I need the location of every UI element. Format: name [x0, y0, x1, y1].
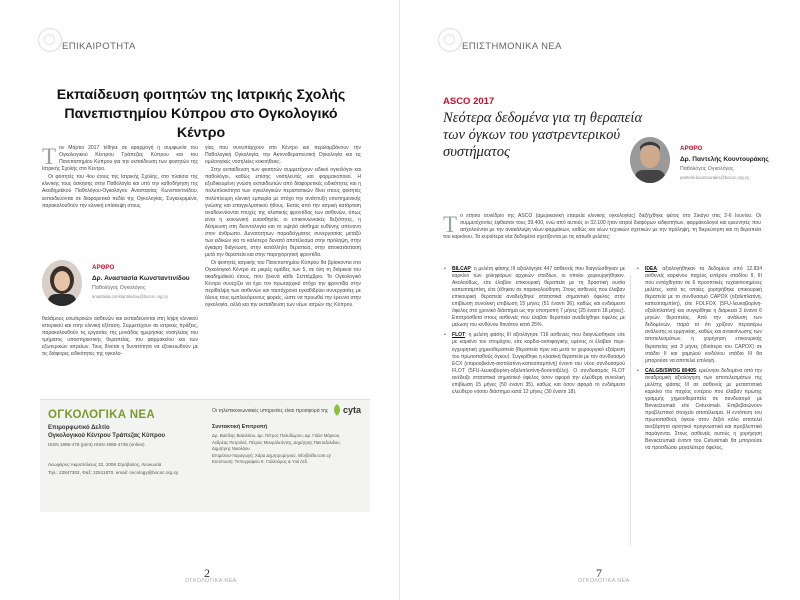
study-text: : αξιολογήθηκαν τα δεδομένα από 12.834 ασθενείς καρκίνου παχέος εντέρου σταδίου II, III που εντάχθησαν σε 6 προοπτικές τυχαιοποιημένες μελέτες, κατά τις οποίες χορηγήθηκε επικουρική θεραπεία με το συνδυασμό CAPOX (οξαλιπλατίνη, καπεσιταμπίνη), είτε FOLFOX (5FU-λευκοβορίνη-οξαλιπλατίνη) και συγκρίθηκε η διάρκεια 3 έναντι 6 μηνών θεραπείας. Από την ανάλυση των δεδομένων, παρά το ότι χρίζουν περαιτέρω ανάλυσης κι ερμηνείας, καθώς και ανακοίνωσης των αποτελεσμάτων, η χορήγηση επικουρικής θεραπείας για 3 μήνες (ιδιαίτερα του CAPOX) σε στάδιο II και χαμηλού κινδύνου στάδιο III θα μπορούσε να αποτελεί επιλογή. [645, 266, 762, 364]
cyta-leaf-icon [332, 404, 342, 416]
bullet-icon: • [637, 266, 639, 272]
author-photo [630, 137, 670, 183]
author-title: Παθολόγος Ογκολόγος [680, 166, 734, 172]
committee-line: Δημήτρης Νικολάου [212, 446, 250, 452]
bullet-icon: • [444, 266, 446, 272]
study-item [443, 266, 625, 329]
paragraph: θαλάμους εσωτερικών ασθενών και εκπαιδεύονται στη λήψη κλινικού ιστορικού και στην κλινική εξέταση. Συμμετέχουν σε ιατρικές πράξεις, παρακολουθούν τις εργασίες της μονάδας ημερήσιας νοσηλείας του τμήματος υποστηρικτικής θεραπείας, του φαρμακείου και των εξωτερικών ιατρείων. Τους δίνεται η δυνατότητα να εξοικειωθούν με τις διάφορες ειδικότητες της ογκολο- [42, 316, 198, 358]
study-name: CALGB/SWOG 80405 [645, 367, 696, 374]
study-name: FLOT [452, 332, 466, 339]
paragraph: ο ετήσιο συνέδριο της ASCO (αμερικανική εταιρεία κλινικής ογκολογίας) διεξήχθηκε φέτος στο Σικάγο στις 2-6 Ιουνίου. Οι συμμετέχοντες έφθασαν τους 39.400, ενώ από αυτούς οι 32.100 ήταν ιατροί διαφόρων ειδικοτήτων, φαρμακολογοί και ερευνητές που ασχολούνται με την ανακάλυψη νέων φαρμάκων, καθώς και νέων τεχνικών σχετικών με την πρόληψη, τη διερεύνηση και τη θεραπεία του καρκίνου. Τα κυριότερα νέα δεδομένα σχετίζονται με τις κάτωθι μελέτες: [443, 213, 761, 241]
masthead-subtitle-2: Ογκολογικού Κέντρου Τράπεζας Κύπρου [48, 433, 166, 439]
section-label: ΕΠΙΚΑΙΡΟΤΗΤΑ [62, 41, 136, 52]
committee-list [212, 433, 368, 466]
study-item [636, 266, 762, 365]
study-name: IDEA [645, 266, 658, 272]
author-role: ΑΡΘΡΟ [92, 264, 115, 271]
section-label: ΕΠΙΣΤΗΜΟΝΙΚΑ ΝΕΑ [462, 41, 562, 52]
page-number: 7 [596, 566, 602, 580]
bullet-icon: • [444, 332, 446, 339]
logo-mark-icon [438, 28, 462, 52]
study-item [443, 332, 625, 395]
article-column-1 [443, 266, 625, 399]
committee-line: Επιμέλεια-παραγωγή: Χάρα Δημητρομηνιού, info@alfa.com.cy [212, 452, 331, 458]
author-name: Δρ. Αναστασία Κωνσταντινίδου [92, 275, 190, 282]
author-email[interactable]: anastasia.constantinidou@bococ.org.cy [92, 294, 169, 299]
cyta-logo [332, 404, 361, 416]
article-column-1 [42, 145, 198, 211]
author-email[interactable]: pantelis.kountourakis@bococ.org.cy [680, 175, 750, 180]
study-text: : η μελέτη φάσης III αξιολόγησε 716 ασθενείς που διαγνώσθηκαν είτε με καρκίνο του στομάχου, είτε καρδιο-οισοφαγικής υμένας οι έλαβαν περι-εγχειρητική χημειοθεραπεία (θεραπεία πριν και μετά το χειρουργικό εξαίρεση του πρωτοπαθούς όγκου). Συγκρίθηκε η κλασική θεραπεία με τον συνδυασμό ECX (επιρουβικίνη-σισπλατίνη-καπεσιταμπίνη) έναντι του νέου συνδυασμού FLOT (5FU-λευκοβορίνη-οξαλιπλατίνη-δοσεταξέλη). Ο συνδυασμός FLOT ανέδειξε στατιστικά σημαντικό όφελος όσον αφορά την ελεύθερη συνολική επιβίωση 15 μήνες (50 έναντι 35), καθώς και όσον αφορά το ενδιάμεσο ελεύθερο νόσου διάστημα κατά 12 μήνες (30 έναντι 18). [452, 332, 625, 395]
paragraph: γίας που συνυπάρχουν στο Κέντρο και περιλαμβάνουν την Παθολογική Ογκολογία, την Ακτινοθεραπευτική Ογκολογία και τις ομιλοογικές νοσηλείες κοκοήθειες. [205, 145, 361, 166]
article-column-2 [636, 266, 762, 455]
article-column-2 [205, 145, 361, 311]
masthead-box [40, 399, 370, 512]
masthead-subtitle-1: Επιμορφωτικό Δελτίο [48, 425, 110, 431]
study-name: BILCAP [452, 266, 471, 272]
dropcap: Τ [443, 212, 458, 237]
study-text: : ερεύνησε δεδομένα από την αναδρομική αξιολόγηση των αποτελεσμάτων της μελέτης φάσης III σε ασθενείς με μεταστατικό καρκίνο του παχέος εντέρου που έλαβαν πρώτης γραμμής χημειοθεραπεία σε συνδυασμό με Bevacizumab είτε Cetuximab. Επιβεβαιώνουν προβλεπτικό στοιχείο αποτέλεσμα. Η εντόπιση του πρωτοπαθούς όγκου στον δεξιό κόλο αποτελεί ανεξάρτητο αρνητικό προγνωστικό και προβλεπτικό παράγοντα. Στους ασθενείς αυτούς η χορήγηση Bevacizumab έναντι του Cetuximab θα μπορούσε να προσδώσει μεγαλύτερο όφελος. [645, 367, 762, 452]
sponsor-text: Οι τηλεπικοινωνιακές υπηρεσίες είναι προσφορά της [212, 408, 329, 414]
bullet-icon: • [637, 367, 639, 374]
paragraph: ον Μάρτιο 2017 τέθηκε σε εφαρμογή η συμφωνία του Ογκολογικού Κέντρου Τράπεζας Κύπρου και του Πανεπιστημίου Κύπρου για την εκπαίδευση των φοιτητών της Ιατρικής Σχολής στο Κέντρο. [42, 145, 198, 173]
dropcap: Τ [42, 144, 57, 169]
author-title: Παθολόγος Ογκολόγος [92, 285, 146, 291]
logo-mark-icon [38, 28, 62, 52]
right-page [400, 0, 800, 600]
article-kicker: ASCO 2017 [443, 96, 495, 107]
article-headline: Εκπαίδευση φοιτητών της Ιατρικής Σχολής Πανεπιστημίου Κύπρου στο Ογκολογικό Κέντρο [56, 87, 346, 141]
paragraph: Στην εκπαίδευση των φοιτητών συμμετέχουν ειδικοί ογκολόγοι και παθολόγοι, καθώς επίσης νοσηλευτές και φαρμακοποιοί. Η εξειδικευμένη γνώση εκπαιδευτών από διαφορετικές ειδικότητες και η πολυπλοκότητα των ογκολογικών περιστατικών δίνει στους φοιτητές πολύπλευρη κλινική εμπειρία με στόχο την ανάπτυξη επιστημονικής γνώσης και επαγγελματικού ήθους. Εκτός από την ιατρική κατάρτιση αναδεικνύονται πτυχές της ολιστικής φροντίδας των ασθενών, όπως είναι η κοινωνική ευαισθησία, οι επικοινωνιακές δεξιότητες, η δέσμευση στη δεοντολογία και το υψηλό αίσθημα ευθύνης απέναντι στον άνθρωπο. Δυνατοτήτων παραδείγματος συνεργασίας μεταξύ των ειδικών για το καλύτερο δυνατό αποτέλεσμα στην πρόληψη, στην έγκαιρη διάγνωση, στην κατάλληλη θεραπεία, στην αποκατάσταση μετά την θεραπεία και στην παρηγορητική φροντίδα. [205, 167, 361, 258]
paragraph: Οι φοιτητές του 4ου έτους της Ιατρικής Σχολής, στο πλαίσιο της κλινικής τους άσκησης στην Παθολογία και υπό την καθοδήγηση της Ακαδημαϊκού Παθολόγου-Ογκολόγου Αναστασίας Κωνσταντινίδου, εκπαιδεύονται σε διαφορετικά πεδία της Ογκολογίας. Συγκεκριμένα, παρακολουθούν την κλινική επίσκεψη στους [42, 174, 198, 209]
author-photo-icon [42, 260, 82, 306]
masthead-brand: ΟΓΚΟΛΟΓΙΚΑ ΝΕΑ [48, 409, 155, 421]
page-footer-label: ΟΓΚΟΛΟΓΙΚΑ ΝΕΑ [185, 578, 237, 584]
column-divider [630, 275, 631, 545]
article-column-1-continued [42, 316, 198, 359]
masthead-contact: Τηλ.: 22847302, Φαξ: 22511870, email: oncology@bococ.org.cy [48, 470, 179, 475]
committee-line: Εκτύπωση: Τυπογραφείο Κ. Γαλλούρος & Υιοί Λτδ. [212, 459, 309, 465]
page-footer-label: ΟΓΚΟΛΟΓΙΚΑ ΝΕΑ [578, 578, 630, 584]
author-photo-icon [630, 137, 670, 183]
author-role: ΑΡΘΡΟ [680, 145, 703, 152]
author-photo [42, 260, 82, 306]
article-title: Νεότερα δεδομένα για τη θεραπεία των όγκων του γαστρεντερικού συστήματος [443, 110, 643, 160]
committee-line: Δρ. Βασίλης Βασιλείου, Δρ. Πέτρος Πολυδώρου, Δρ. Γιάλο Μάρκου, [212, 433, 341, 438]
masthead-address: Λεωφόρος Ακροπόλεως 32, 2006 Στρόβολος, Λευκωσία [48, 462, 162, 467]
masthead-issn: ISSN 1986-478 (print) ISSN 1986-4736 (online) [48, 442, 145, 447]
author-name: Δρ. Παντελής Κουντουράκης [680, 156, 769, 163]
committee-line: Ανδρέας Πετρολιό, Πέτρος Μαυρόλεόντης, Δημήτρης Πανταζολιδου, [212, 439, 341, 445]
article-intro [443, 213, 761, 242]
study-text: : η μελέτη φάσης III αξιολόγησε 447 ασθενείς που διαγνώσθηκαν με καρκίνο των χοληφόρων αρχικών σταδίων, οι οποίοι χειρουργήθηκαν. Ακολούθως, είτε έλαβαν επικουρική θεραπεία με τη δραστική ουσία καπεσιταμπίνη, είτε (έθηκαν σε παρακολούθηση. Στους ασθενείς που έλαβαν επικουρική θεραπεία αναδείχθηκε στατιστικά σημαντικό όφελος στην επιβίωση συνολική επιβίωση 15 μήνες (51 έναντι 36), καθώς και ενδιάμεσο όφελος στο χρονικό διάστημα ως την υποτροπή 7 μήνες (25 έναντι 18 μήνες). Επιπρόσθετα στους ασθενείς που έλαβαν θεραπεία αναδείχθηκε όφελος με μείωση του κινδύνου θανάτου κατά 25%. [452, 266, 625, 329]
page-number: 2 [204, 566, 210, 580]
committee-title: Συντακτική Επιτροπή [212, 424, 268, 430]
paragraph: Οι φοιτητές ιατρικής του Πανεπιστημίου Κύπρου θα βρίσκονται στο Ογκολογικό Κέντρο σε μικρές ομάδες των 5, σε όλη τη διάρκεια του ακαδημαϊκού έτους, που ξεκινά κάθε Σεπτέμβριο. Το Ογκολογικό Κέντρο συνεχίζει να έχει τον πρωταρχικό στόχο την φροντίδα στην περίθαλψη των ασθενών και ταυτόχρονα εγκαθιδρύει συνεργασίες με όλους τους εμπλεκόμενους φορείς, ώστε να προωθεί την έρευνα στην ογκολογία, αλλά και την εκπαίδευση των νέων ιατρών της Κύπρου. [205, 260, 361, 309]
cyta-logo-text: cyta [343, 405, 362, 415]
study-item [636, 368, 762, 453]
